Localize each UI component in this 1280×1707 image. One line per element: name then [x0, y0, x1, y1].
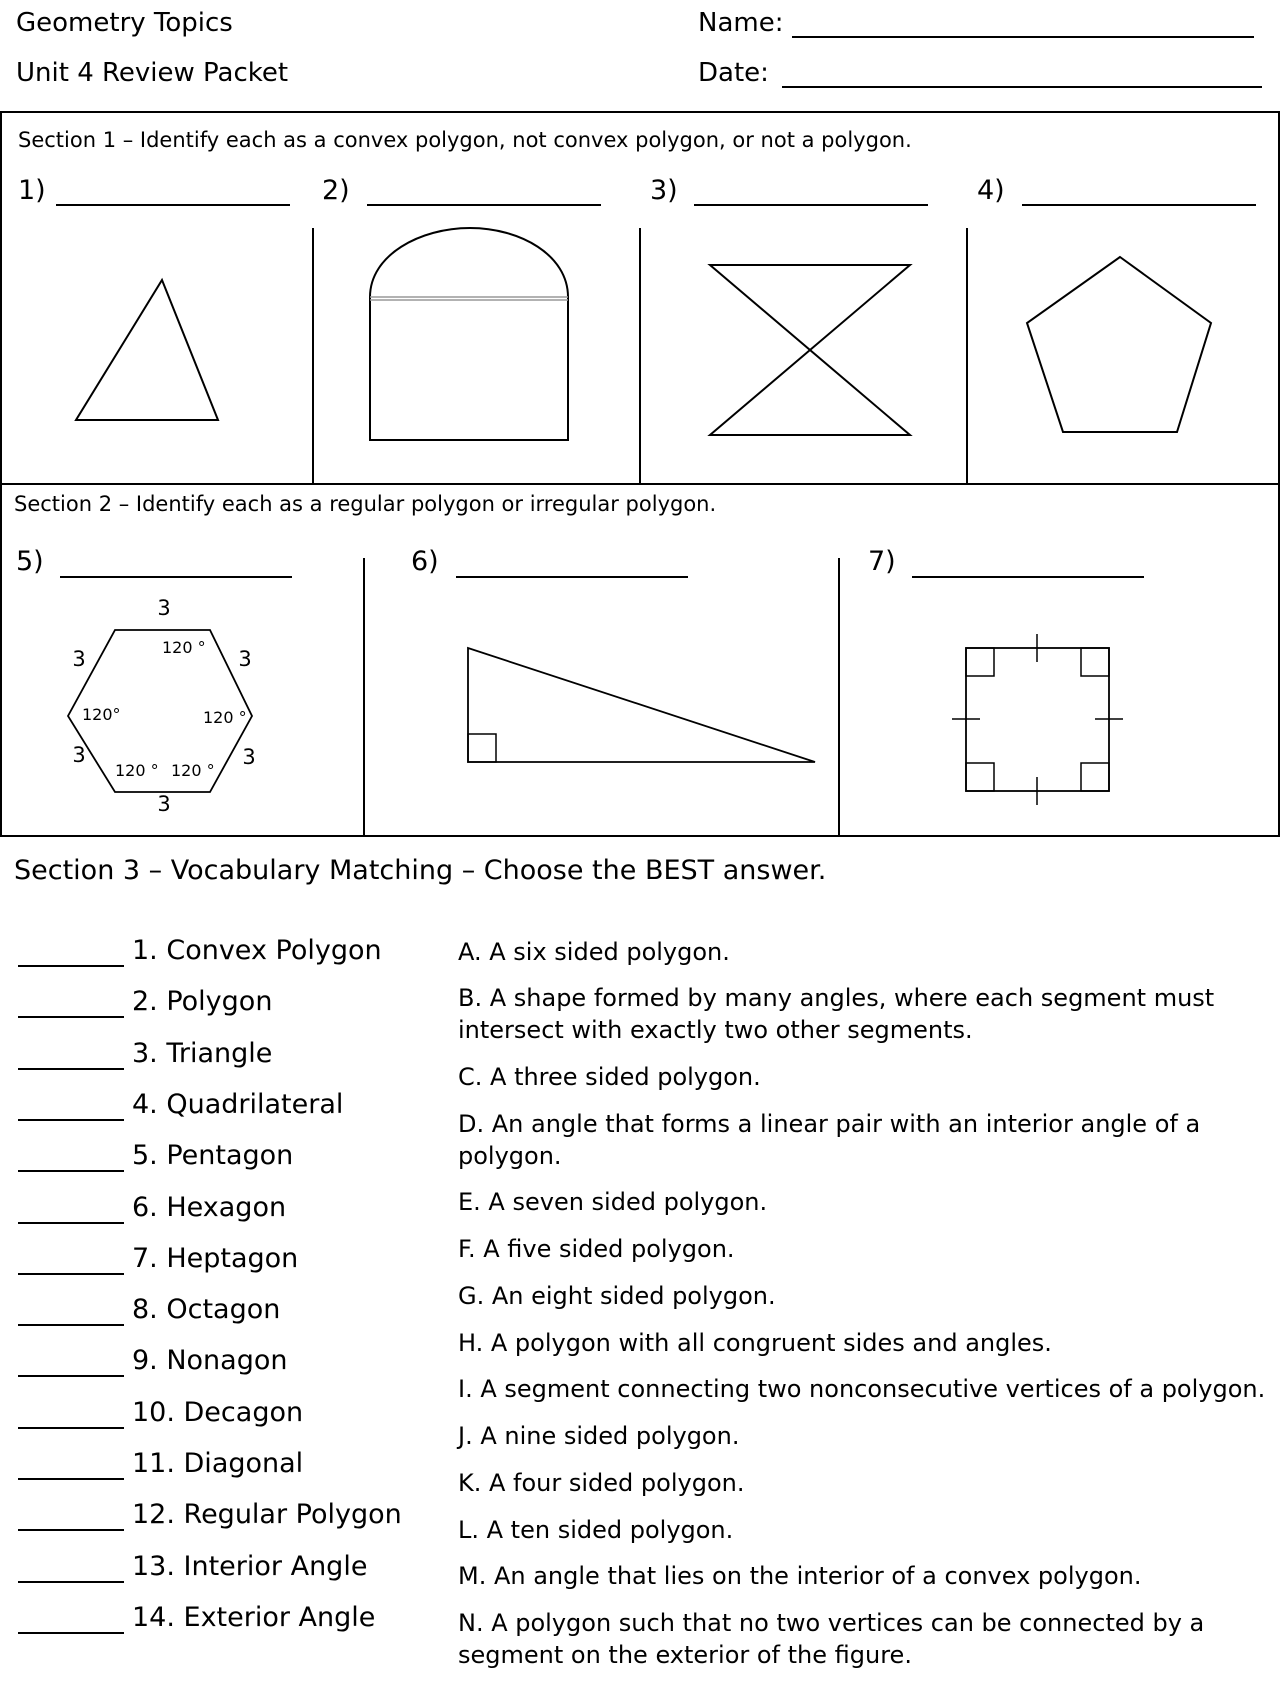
item-7-answer-line[interactable] — [912, 576, 1144, 578]
term-label: 12. Regular Polygon — [132, 1499, 402, 1531]
item-5-answer-line[interactable] — [60, 576, 292, 578]
packet-title: Unit 4 Review Packet — [16, 58, 289, 88]
definition-item: B. A shape formed by many angles, where each segment must intersect with exactly two other segments. — [458, 984, 1215, 1044]
definition-item: G. An eight sided polygon. — [458, 1282, 776, 1310]
term-answer-blank[interactable] — [18, 1375, 124, 1377]
term-answer-blank[interactable] — [18, 1068, 124, 1070]
section2-figures — [0, 580, 1280, 840]
term-label: 3. Triangle — [132, 1037, 273, 1069]
item-5-number: 5) — [16, 546, 44, 577]
term-answer-blank[interactable] — [18, 1273, 124, 1275]
definition-item: A. A six sided polygon. — [458, 938, 730, 966]
course-title: Geometry Topics — [16, 8, 233, 38]
item-4-number: 4) — [977, 175, 1005, 206]
term-answer-blank[interactable] — [18, 1529, 124, 1531]
definition-item: F. A five sided polygon. — [458, 1235, 735, 1263]
term-label: 11. Diagonal — [132, 1448, 304, 1479]
item-2-number: 2) — [322, 175, 350, 206]
term-label: 1. Convex Polygon — [132, 935, 382, 966]
definition-item: C. A three sided polygon. — [458, 1063, 761, 1091]
term-label: 7. Heptagon — [132, 1242, 299, 1274]
item-6-answer-line[interactable] — [456, 576, 688, 578]
definition-item: I. A segment connecting two nonconsecutive vertices of a polygon. — [458, 1375, 1266, 1403]
hexagon-angle-label: 120° — [82, 705, 121, 724]
triangle-figure — [76, 280, 218, 420]
bowtie-figure — [710, 265, 910, 435]
hexagon-side-label: 3 — [72, 743, 86, 767]
right-triangle-figure — [468, 648, 815, 762]
hexagon-angle-label: 120 ° — [115, 761, 159, 780]
hexagon-side-label: 3 — [157, 792, 171, 816]
section3-title: Section 3 – Vocabulary Matching – Choose the BEST answer. — [14, 855, 827, 886]
definition-item: H. A polygon with all congruent sides and angles. — [458, 1329, 1052, 1357]
term-label: 13. Interior Angle — [132, 1550, 368, 1582]
term-answer-blank[interactable] — [18, 965, 124, 967]
item-6-number: 6) — [411, 546, 439, 577]
term-label: 5. Pentagon — [132, 1140, 294, 1172]
term-answer-blank[interactable] — [18, 1632, 124, 1634]
term-answer-blank[interactable] — [18, 1170, 124, 1172]
item-7-number: 7) — [868, 546, 896, 577]
term-label: 10. Decagon — [132, 1396, 304, 1428]
term-answer-blank[interactable] — [18, 1222, 124, 1224]
hexagon-side-label: 3 — [72, 647, 86, 671]
definition-item: N. A polygon such that no two vertices can be connected by a segment on the exterior of the figure. — [458, 1609, 1205, 1669]
hexagon-side-label: 3 — [238, 647, 252, 671]
right-angle-mark — [468, 734, 496, 762]
hexagon-side-label: 3 — [242, 745, 256, 769]
section1-instruction: Section 1 – Identify each as a convex polygon, not convex polygon, or not a polygon. — [18, 128, 912, 152]
hexagon-angle-label: 120 ° — [162, 638, 206, 657]
date-label: Date: — [698, 58, 769, 88]
term-label: 4. Quadrilateral — [132, 1088, 344, 1120]
item-3-number: 3) — [650, 175, 678, 206]
hexagon-angle-label: 120 ° — [171, 761, 215, 780]
term-answer-blank[interactable] — [18, 1478, 124, 1480]
definition-item: J. A nine sided polygon. — [458, 1422, 740, 1450]
term-answer-blank[interactable] — [18, 1581, 124, 1583]
square-figure — [966, 648, 1109, 791]
definition-item: E. A seven sided polygon. — [458, 1188, 768, 1216]
hexagon-angle-label: 120 ° — [203, 708, 247, 727]
definition-item: M. An angle that lies on the interior of a convex polygon. — [458, 1562, 1142, 1590]
term-answer-blank[interactable] — [18, 1119, 124, 1121]
definition-item: L. A ten sided polygon. — [458, 1516, 734, 1544]
definition-item: D. An angle that forms a linear pair with an interior angle of a polygon. — [458, 1110, 1201, 1170]
section2-instruction: Section 2 – Identify each as a regular polygon or irregular polygon. — [14, 492, 717, 516]
term-answer-blank[interactable] — [18, 1324, 124, 1326]
term-label: 14. Exterior Angle — [132, 1601, 376, 1633]
hexagon-side-label: 3 — [157, 596, 171, 620]
item-1-number: 1) — [18, 175, 46, 206]
term-label: 8. Octagon — [132, 1294, 281, 1326]
section1-figures — [0, 0, 1280, 500]
arched-rectangle-figure — [370, 228, 568, 440]
term-label: 6. Hexagon — [132, 1191, 287, 1223]
term-answer-blank[interactable] — [18, 1427, 124, 1429]
definition-item: K. A four sided polygon. — [458, 1469, 745, 1497]
term-label: 9. Nonagon — [132, 1345, 288, 1377]
term-label: 2. Polygon — [132, 986, 273, 1018]
pentagon-figure — [1027, 257, 1211, 432]
term-answer-blank[interactable] — [18, 1016, 124, 1018]
name-label: Name: — [698, 8, 784, 38]
